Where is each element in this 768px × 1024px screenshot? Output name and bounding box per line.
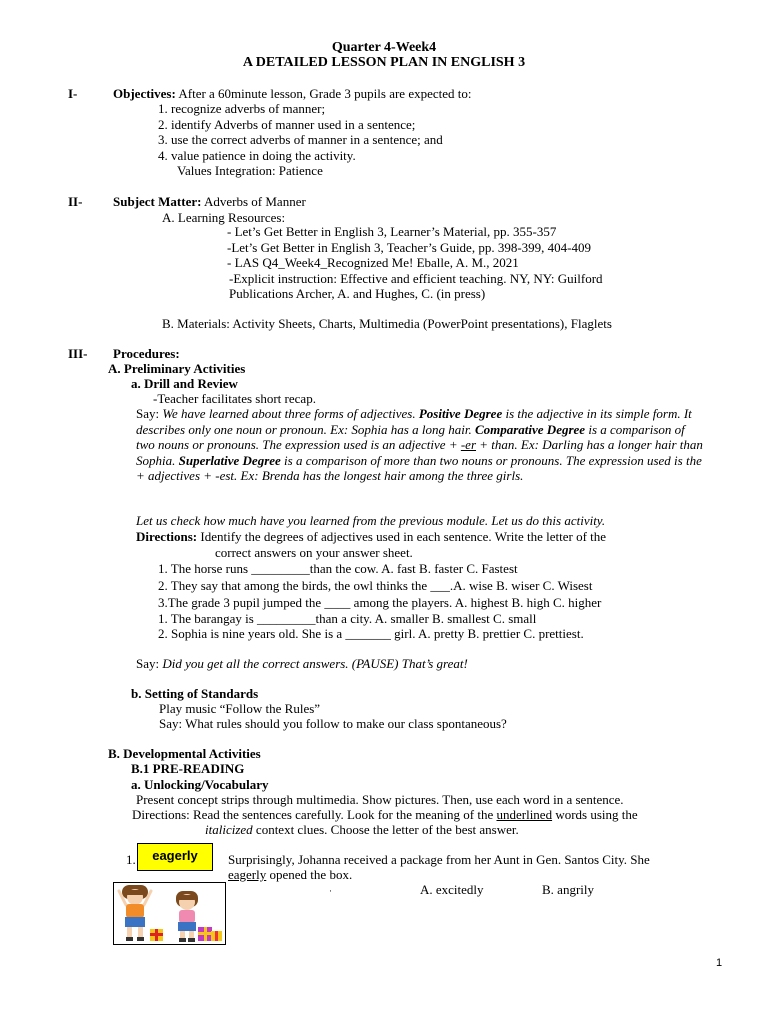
directions-line — [136, 529, 606, 545]
er-suffix: -er — [460, 437, 477, 452]
vocab-directions-line — [132, 807, 638, 823]
objective-item: 1. recognize adverbs of manner; — [158, 101, 326, 116]
resource-item: - LAS Q4_Week4_Recognized Me! Eballe, A. M., 2021 — [227, 255, 519, 270]
subject-label: Subject Matter: — [113, 194, 202, 209]
subject-value: Adverbs of Manner — [203, 194, 306, 209]
vocab-underlined-word: eagerly — [228, 867, 267, 882]
present-text: Present concept strips through multimedia. Show pictures. Then, use each word in a sentence. — [136, 792, 624, 807]
procedures-label: Procedures: — [113, 346, 180, 361]
quiz-item: 1. The horse runs _________than the cow. A. fast B. faster C. Fastest — [158, 561, 518, 576]
header-quarter: Quarter 4-Week4 — [331, 40, 437, 55]
vocab-directions-text: Directions: Read the sentences carefully. Look for the meaning of the — [132, 807, 494, 822]
subject-line — [113, 194, 306, 210]
say-end-text: Did you get all the correct answers. (PAUSE) That’s great! — [162, 656, 468, 671]
developmental-heading: B. Developmental Activities — [108, 746, 261, 761]
quiz-item: 2. They say that among the birds, the owl thinks the ___.A. wise B. wiser C. Wisest — [158, 578, 593, 593]
vocab-sentence: Surprisingly, Johanna received a package from her Aunt in Gen. Santos City. She — [228, 852, 650, 867]
objective-item: 3. use the correct adverbs of manner in a sentence; and — [158, 132, 443, 147]
say-label: Say: — [136, 656, 160, 671]
say-text: We have learned about three forms of adjectives. — [162, 406, 416, 421]
section-roman-3: III- — [68, 346, 88, 361]
quiz-item: 2. Sophia is nine years old. She is a _______ girl. A. pretty B. prettier C. prettiest. — [158, 626, 584, 641]
resource-item: Publications Archer, A. and Hughes, C. (in press) — [229, 286, 486, 301]
prereading-heading: B.1 PRE-READING — [131, 761, 245, 776]
vocab-item-number: 1. — [126, 852, 136, 867]
vocab-word-strip: eagerly — [137, 843, 213, 871]
quiz-item: 1. The barangay is _________than a city. A. smaller B. smallest C. small — [158, 611, 537, 626]
objectives-label: Objectives: — [113, 86, 176, 101]
say-end-line — [136, 656, 468, 672]
preliminary-heading: A. Preliminary Activities — [108, 361, 246, 376]
resource-item: -Let’s Get Better in English 3, Teacher’s Guide, pp. 398-399, 404-409 — [227, 240, 591, 255]
gift-box-icon — [198, 927, 222, 941]
superlative-degree: Superlative Degree — [178, 452, 281, 468]
say-text: + than. Ex: Darling has a longer hair than Sophia. — [136, 437, 703, 468]
underlined-word: underlined — [496, 807, 553, 822]
comparative-degree: Comparative Degree — [474, 421, 586, 437]
child-sitting-icon — [176, 891, 198, 942]
section-roman-1: I- — [68, 86, 78, 101]
resource-item: -Explicit instruction: Effective and efficient teaching. NY, NY: Guilford — [229, 271, 603, 286]
vocab-sentence-line-2 — [228, 867, 352, 883]
objective-item: 4. value patience in doing the activity. — [158, 148, 356, 163]
resource-item: - Let’s Get Better in English 3, Learner’s Material, pp. 355-357 — [227, 224, 557, 239]
objective-item: 2. identify Adverbs of manner used in a sentence; — [158, 117, 416, 132]
vocab-directions-text: context clues. Choose the letter of the best answer. — [255, 822, 519, 837]
positive-degree: Positive Degree — [418, 406, 503, 421]
objectives-intro: After a 60minute lesson, Grade 3 pupils are expected to: — [178, 86, 472, 101]
section-roman-2: II- — [68, 194, 83, 209]
header-title: A DETAILED LESSON PLAN IN ENGLISH 3 — [242, 55, 526, 70]
directions-label: Directions: — [136, 529, 198, 544]
resources-label: A. Learning Resources: — [162, 210, 286, 225]
values-integration: Values Integration: Patience — [177, 163, 323, 178]
materials: B. Materials: Activity Sheets, Charts, Multimedia (PowerPoint presentations), Flaglets — [162, 316, 612, 331]
choice-a: A. excitedly — [420, 882, 484, 897]
italicized-word: italicized — [205, 822, 253, 837]
say-text: is a comparison of two nouns or pronouns. The expression used is an adjective + — [136, 421, 685, 452]
say-text: is the adjective in its simple form. It describes only one noun or pronoun. Ex: Sophia has a long hair. — [136, 406, 692, 437]
unlocking-heading: a. Unlocking/Vocabulary — [131, 777, 269, 792]
child-excited-icon — [119, 885, 151, 941]
children-with-gifts-illustration — [114, 883, 225, 944]
choice-b: B. angrily — [542, 882, 594, 897]
recap-text: -Teacher facilitates short recap. — [153, 391, 316, 406]
directions-text-2: correct answers on your answer sheet. — [215, 545, 413, 560]
standards-heading: b. Setting of Standards — [131, 686, 259, 701]
drill-say-paragraph — [136, 406, 704, 484]
drill-heading: a. Drill and Review — [131, 376, 238, 391]
say-label: Say: — [136, 406, 160, 421]
stray-dot: · — [329, 886, 332, 896]
directions-text: Identify the degrees of adjectives used in each sentence. Write the letter of the — [200, 529, 607, 544]
quiz-item: 3.The grade 3 pupil jumped the ____ among the players. A. highest B. high C. higher — [158, 595, 602, 610]
vocab-directions-line-2 — [205, 822, 519, 838]
say-text: is a comparison of more than two nouns or pronouns. The expression used is the + adjectives + -est. Ex: Brenda has the longest hair among the three girls. — [136, 452, 702, 483]
gift-box-icon — [150, 929, 163, 941]
check-text: Let us check how much have you learned from the previous module. Let us do this activity. — [136, 513, 606, 528]
objectives-line — [113, 86, 472, 102]
vocab-directions-text: words using the — [555, 807, 638, 822]
page-number: 1 — [716, 957, 723, 969]
play-music: Play music “Follow the Rules” — [159, 701, 321, 716]
vocab-sentence-end: opened the box. — [269, 867, 353, 882]
say-rules: Say: What rules should you follow to make our class spontaneous? — [159, 716, 507, 731]
vocab-picture — [113, 882, 226, 945]
